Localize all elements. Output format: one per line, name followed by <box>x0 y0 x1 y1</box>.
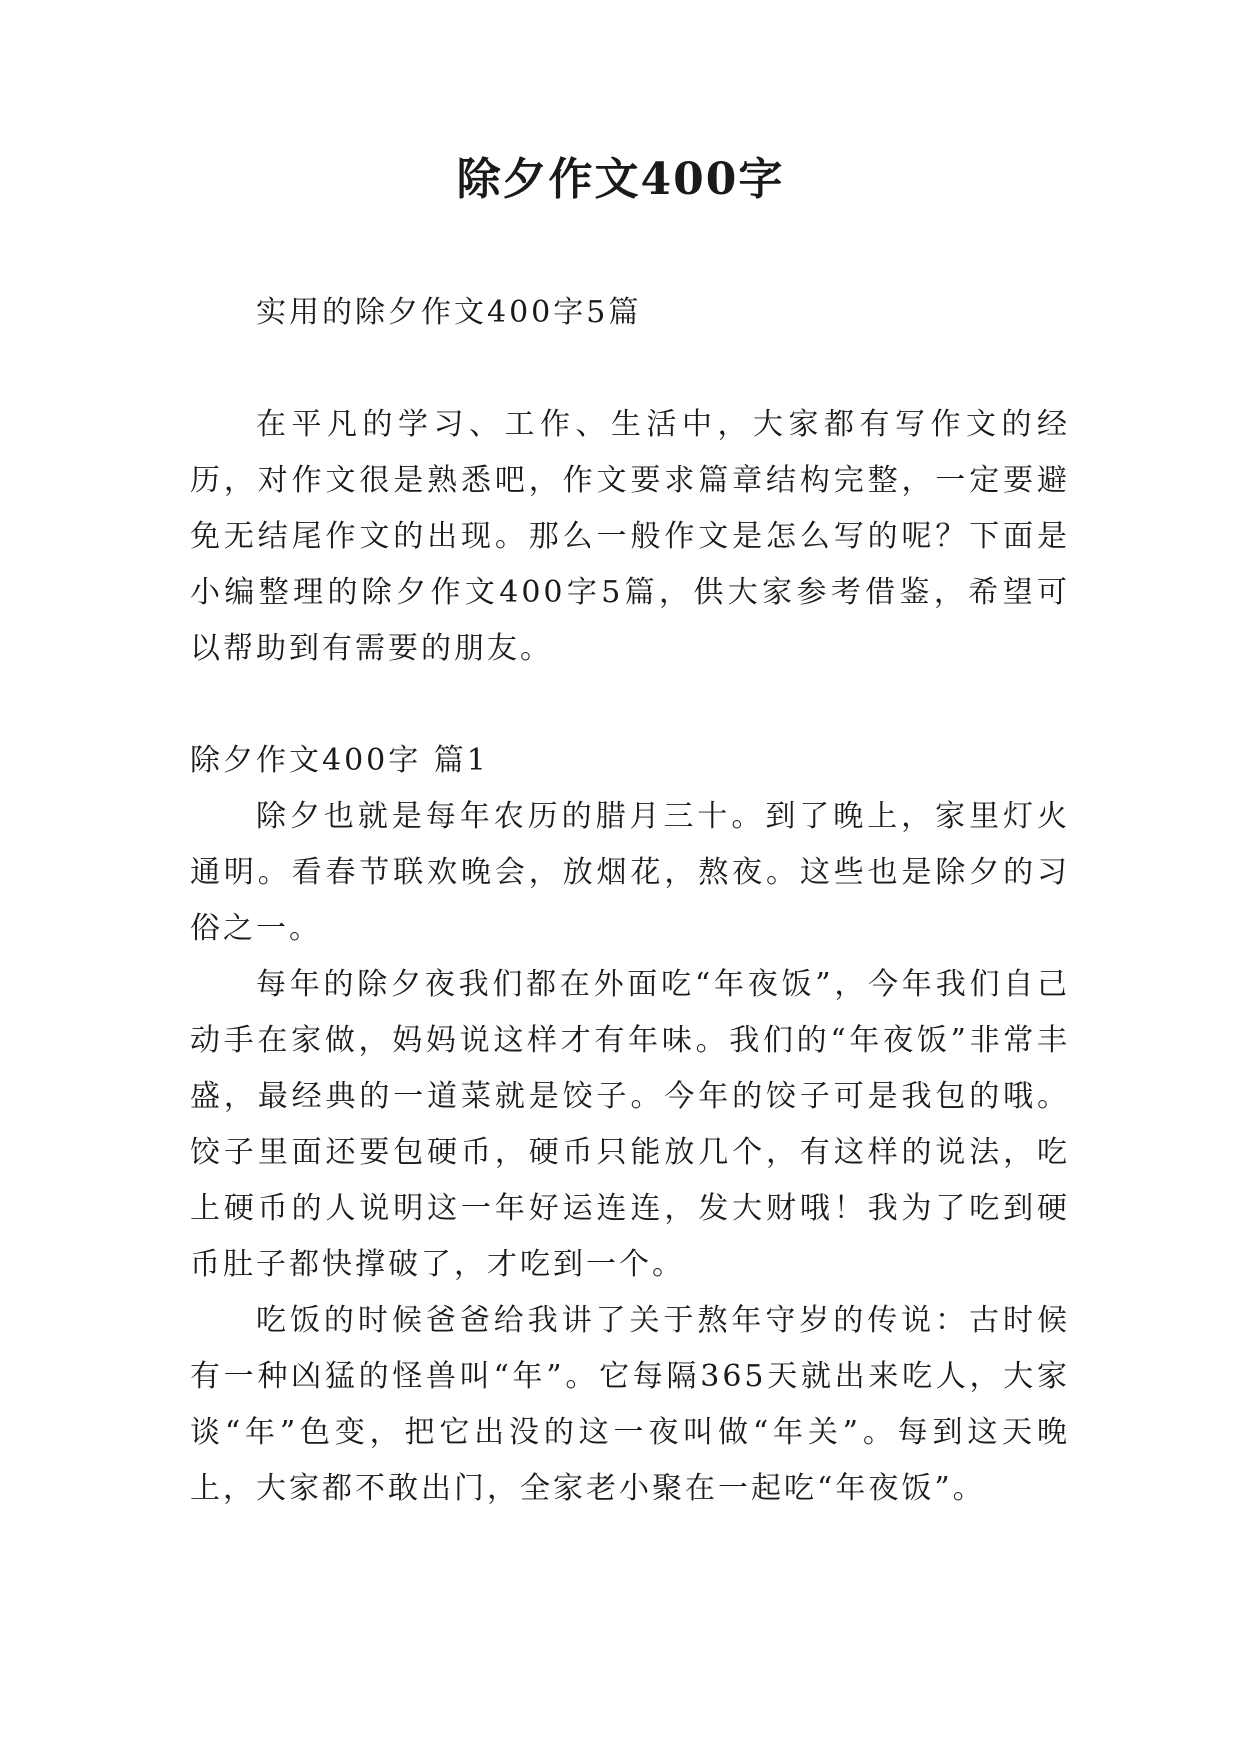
document-body <box>190 285 1070 1517</box>
body-paragraph: 吃饭的时候爸爸给我讲了关于熬年守岁的传说：古时候有一种凶猛的怪兽叫“年”。它每隔365天就出来吃人，大家谈“年”色变，把它出没的这一夜叫做“年关”。每到这天晚上，大家都不敢出门，全家老小聚在一起吃“年夜饭”。 <box>190 1303 1070 1506</box>
document-title: 除夕作文400字 <box>456 154 785 205</box>
section-heading: 除夕作文400字 篇1 <box>190 743 489 778</box>
intro-paragraph: 在平凡的学习、工作、生活中，大家都有写作文的经历，对作文很是熟悉吧，作文要求篇章结构完整，一定要避免无结尾作文的出现。那么一般作文是怎么写的呢？下面是小编整理的除夕作文400字5篇，供大家参考借鉴，希望可以帮助到有需要的朋友。 <box>190 407 1070 666</box>
document-subtitle: 实用的除夕作文400字5篇 <box>256 295 642 330</box>
body-paragraph: 每年的除夕夜我们都在外面吃“年夜饭”，今年我们自己动手在家做，妈妈说这样才有年味。我们的“年夜饭”非常丰盛，最经典的一道菜就是饺子。今年的饺子可是我包的哦。饺子里面还要包硬币，硬币只能放几个，有这样的说法，吃上硬币的人说明这一年好运连连，发大财哦！我为了吃到硬币肚子都快撑破了，才吃到一个。 <box>190 967 1070 1282</box>
body-paragraph: 除夕也就是每年农历的腊月三十。到了晚上，家里灯火通明。看春节联欢晚会，放烟花，熬夜。这些也是除夕的习俗之一。 <box>190 799 1070 946</box>
